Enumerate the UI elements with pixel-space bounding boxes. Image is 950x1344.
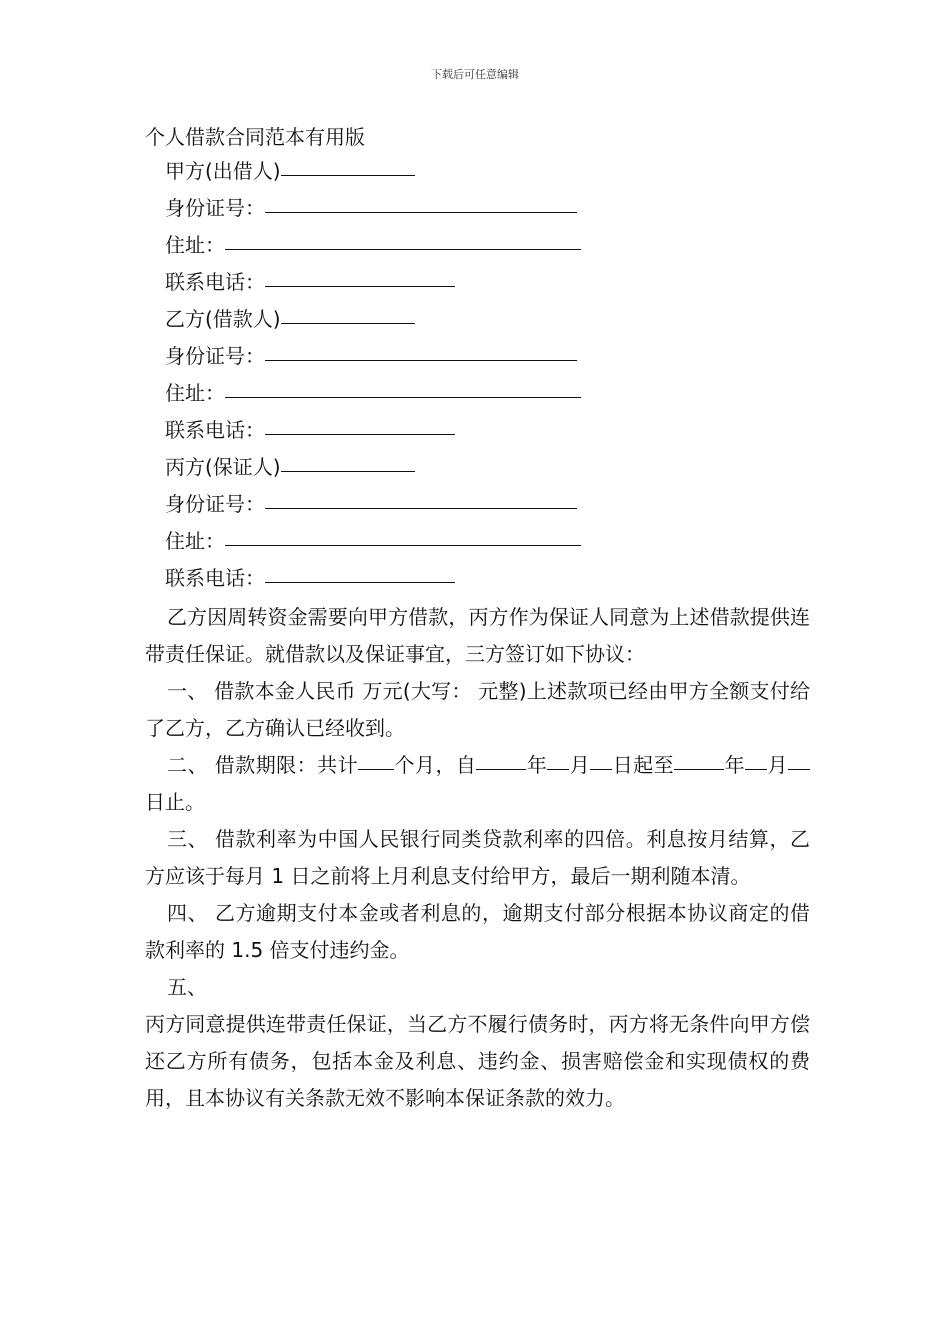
start-year-blank[interactable] — [476, 749, 526, 770]
party-field-row — [145, 449, 810, 486]
field-label: 乙方(借款人) — [165, 307, 281, 331]
party-field-row — [145, 190, 810, 227]
party-field-row — [145, 301, 810, 338]
clause-1: 一、 借款本金人民币 万元(大写： 元整)上述款项已经由甲方全额支付给了乙方，乙方确认已经收到。 — [145, 679, 810, 740]
clause-5-body: 丙方同意提供连带责任保证，当乙方不履行债务时，丙方将无条件向甲方偿还乙方所有债务，包括本金及利息、违约金、损害赔偿金和实现债权的费用，且本协议有关条款无效不影响本保证条款的效力。 — [145, 1012, 810, 1110]
party-fields — [145, 153, 810, 597]
clause-3: 三、 借款利率为中国人民银行同类贷款利率的四倍。利息按月结算，乙方应该于每月 1 日之前将上月利息支付给甲方，最后一期利随本清。 — [145, 827, 810, 888]
fill-in-line[interactable] — [281, 447, 415, 472]
contract-body — [145, 121, 810, 1117]
fill-in-line[interactable] — [265, 262, 455, 287]
field-label: 丙方(保证人) — [165, 455, 281, 479]
fill-in-line[interactable] — [265, 336, 577, 361]
clause-5-heading: 五、 — [167, 975, 207, 999]
end-month-blank[interactable] — [745, 749, 767, 770]
party-field-row — [145, 153, 810, 190]
fill-in-line[interactable] — [265, 558, 455, 583]
field-label: 住址： — [165, 381, 225, 405]
fill-in-line[interactable] — [225, 373, 581, 398]
field-label: 身份证号： — [165, 196, 265, 220]
clause-2-text-4: 月 — [569, 753, 591, 777]
field-label: 身份证号： — [165, 344, 265, 368]
intro-paragraph: 乙方因周转资金需要向甲方借款，丙方作为保证人同意为上述借款提供连带责任保证。就借款以及保证事宜，三方签订如下协议： — [145, 605, 810, 666]
clause-2-text-2: 个月，自 — [394, 753, 477, 777]
clause-2-text-3: 年 — [526, 753, 548, 777]
clause-2-text-8: 日止。 — [145, 790, 205, 814]
field-label: 住址： — [165, 233, 225, 257]
start-month-blank[interactable] — [547, 749, 569, 770]
start-day-blank[interactable] — [590, 749, 612, 770]
party-field-row — [145, 264, 810, 301]
party-field-row — [145, 412, 810, 449]
party-field-row — [145, 486, 810, 523]
end-day-blank[interactable] — [788, 749, 810, 770]
party-field-row — [145, 375, 810, 412]
party-field-row — [145, 227, 810, 264]
page-header-note: 下载后可任意编辑 — [431, 68, 519, 81]
fill-in-line[interactable] — [281, 151, 415, 176]
fill-in-line[interactable] — [225, 521, 581, 546]
party-field-row — [145, 523, 810, 560]
end-year-blank[interactable] — [674, 749, 724, 770]
fill-in-line[interactable] — [265, 188, 577, 213]
document-title: 个人借款合同范本有用版 — [145, 125, 365, 149]
fill-in-line[interactable] — [265, 484, 577, 509]
fill-in-line[interactable] — [265, 410, 455, 435]
clause-4: 四、 乙方逾期支付本金或者利息的，逾期支付部分根据本协议商定的借款利率的 1.5 倍支付违约金。 — [145, 901, 810, 962]
clause-2-text-1: 二、 借款期限：共计 — [167, 753, 359, 777]
fill-in-line[interactable] — [225, 225, 581, 250]
field-label: 身份证号： — [165, 492, 265, 516]
field-label: 联系电话： — [165, 566, 265, 590]
clause-2 — [145, 747, 810, 821]
party-field-row — [145, 560, 810, 597]
clause-2-text-6: 年 — [724, 753, 746, 777]
party-field-row — [145, 338, 810, 375]
field-label: 联系电话： — [165, 418, 265, 442]
clause-2-text-5: 日起至 — [612, 753, 675, 777]
field-label: 住址： — [165, 529, 225, 553]
field-label: 联系电话： — [165, 270, 265, 294]
field-label: 甲方(出借人) — [165, 159, 281, 183]
fill-in-line[interactable] — [281, 299, 415, 324]
clause-2-text-7: 月 — [767, 753, 789, 777]
months-blank[interactable] — [358, 749, 394, 770]
